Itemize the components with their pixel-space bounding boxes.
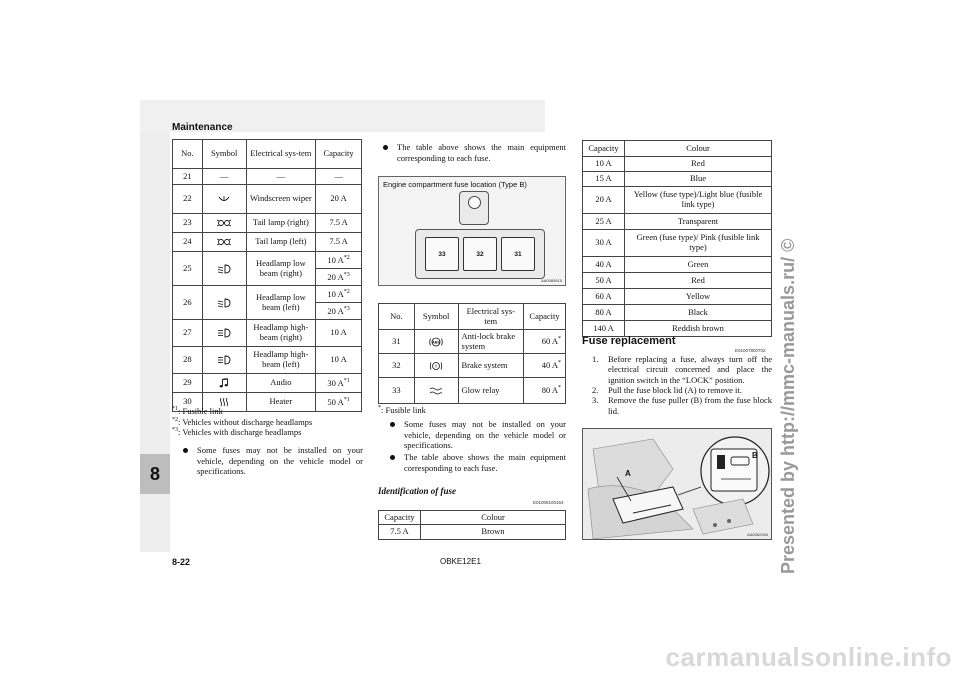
cell-colour: Brown xyxy=(421,525,566,540)
cell-capacity: 140 A xyxy=(583,321,625,337)
table-row xyxy=(583,305,772,321)
cell-capacity xyxy=(316,269,362,286)
footnote-mark: * xyxy=(558,360,561,367)
footnote-mark: *3 xyxy=(343,271,350,278)
col-header-capacity: Capacity xyxy=(316,140,362,169)
cell-capacity xyxy=(316,252,362,269)
step-number: 2. xyxy=(592,385,599,396)
windscreen-wiper-icon xyxy=(202,185,246,214)
section-code: E01008100164 xyxy=(533,500,564,505)
cell-system: Audio xyxy=(246,374,316,393)
table-row xyxy=(379,378,566,404)
section-code: E01007800702 xyxy=(735,348,766,353)
cell-capacity: 10 A xyxy=(316,320,362,347)
footnote-mark: *2 xyxy=(172,416,178,423)
footnote-text: : Fusible link xyxy=(178,406,223,416)
footnote-mark: *2 xyxy=(343,288,350,295)
cell-capacity: 30 A xyxy=(583,230,625,257)
bullet-note xyxy=(390,452,566,473)
fuse-table-1 xyxy=(172,139,362,412)
capacity-value: 20 A xyxy=(327,305,344,316)
footnote-mark: * xyxy=(378,405,381,412)
document-code: OBKE12E1 xyxy=(440,557,481,566)
cell-system: — xyxy=(246,169,316,185)
cell-system: Headlamp high-beam (right) xyxy=(246,320,316,347)
fuse-33: 33 xyxy=(425,237,459,271)
table-row xyxy=(173,185,362,214)
cell-no: 30 xyxy=(173,393,203,412)
cell-no: 25 xyxy=(173,252,203,286)
cell-system: Tail lamp (right) xyxy=(246,214,316,233)
footnotes-2 xyxy=(378,405,426,416)
col-header-system: Electrical sys-tem xyxy=(458,304,524,330)
fuse-block-drawing xyxy=(583,429,772,540)
table-row xyxy=(379,525,566,540)
col-header-symbol: Symbol xyxy=(414,304,458,330)
footnote-text: : Vehicles with discharge headlamps xyxy=(178,427,302,438)
bullet-note xyxy=(383,142,566,163)
col-header-capacity: Capacity xyxy=(379,511,421,525)
capacity-value: 20 A xyxy=(327,271,344,282)
table-row xyxy=(379,330,566,354)
fuse-colour-table-1 xyxy=(378,510,566,540)
footnote-text: : Fusible link xyxy=(381,405,426,415)
cell-capacity xyxy=(524,378,566,404)
capacity-value: 60 A xyxy=(541,336,558,347)
cell-system: Glow relay xyxy=(458,378,524,404)
bullet-note xyxy=(183,445,363,477)
table-row xyxy=(173,286,362,303)
side-source-text: Presented by http://mmc-manuals.ru/ © xyxy=(778,238,798,574)
cell-system: Tail lamp (left) xyxy=(246,233,316,252)
footnote-text: : Vehicles without discharge headlamps xyxy=(178,416,313,427)
cell-capacity: 40 A xyxy=(583,257,625,273)
figure-id: AA0089515 xyxy=(541,278,562,283)
headlamp-low-icon xyxy=(202,286,246,320)
table-row xyxy=(583,214,772,230)
cell-no: 29 xyxy=(173,374,203,393)
svg-text:!: ! xyxy=(435,363,437,368)
col-header-no: No. xyxy=(173,140,203,169)
cell-system: Brake system xyxy=(458,354,524,378)
fuse-31: 31 xyxy=(501,237,535,271)
step-item xyxy=(592,385,772,395)
cell-system: Windscreen wiper xyxy=(246,185,316,214)
bullet-icon xyxy=(390,422,395,427)
footnote-mark: *3 xyxy=(343,305,350,312)
table-row xyxy=(583,273,772,289)
cell-no: 32 xyxy=(379,354,415,378)
col-header-capacity: Capacity xyxy=(524,304,566,330)
cell-system: Heater xyxy=(246,393,316,412)
cell-colour: Yellow xyxy=(625,289,772,305)
tail-lamp-icon xyxy=(202,214,246,233)
step-item xyxy=(592,395,772,416)
cell-capacity: 7.5 A xyxy=(379,525,421,540)
bullet-icon xyxy=(183,448,188,453)
cell-no: 31 xyxy=(379,330,415,354)
cell-colour: Red xyxy=(625,273,772,289)
cell-symbol: — xyxy=(202,169,246,185)
cell-capacity xyxy=(524,354,566,378)
col-header-colour: Colour xyxy=(625,141,772,157)
bullet-text: The table above shows the main equipment corresponding to each fuse. xyxy=(404,452,566,473)
headlamp-low-icon xyxy=(202,252,246,286)
col-header-no: No. xyxy=(379,304,415,330)
cell-capacity xyxy=(316,286,362,303)
section-title: Fuse replacement xyxy=(582,335,676,347)
cell-capacity: 15 A xyxy=(583,172,625,187)
step-number: 1. xyxy=(592,354,599,364)
cell-colour: Blue xyxy=(625,172,772,187)
fuse-box-circle xyxy=(468,196,481,209)
footnote xyxy=(172,406,364,417)
site-watermark: carmanualsonline.info xyxy=(665,642,952,672)
footnotes-1 xyxy=(172,406,364,438)
fuse-32: 32 xyxy=(463,237,497,271)
cell-capacity xyxy=(524,330,566,354)
step-item xyxy=(592,354,772,385)
bullet-text: The table above shows the main equipment corresponding to each fuse. xyxy=(397,142,566,163)
footnote xyxy=(172,427,364,438)
fuse-table-2 xyxy=(378,303,566,404)
cell-no: 22 xyxy=(173,185,203,214)
headlamp-high-icon xyxy=(202,320,246,347)
cell-capacity xyxy=(316,303,362,320)
col-header-symbol: Symbol xyxy=(202,140,246,169)
audio-icon xyxy=(202,374,246,393)
cell-no: 26 xyxy=(173,286,203,320)
svg-text:ABS: ABS xyxy=(432,339,440,344)
capacity-value: 80 A xyxy=(541,385,558,396)
cell-capacity: 7.5 A xyxy=(316,214,362,233)
footnote xyxy=(172,417,364,428)
table-row xyxy=(583,187,772,214)
footnote-mark: *1 xyxy=(343,396,350,403)
brake-icon xyxy=(414,354,458,378)
cell-capacity: 7.5 A xyxy=(316,233,362,252)
cell-system: Anti-lock brake system xyxy=(458,330,524,354)
cell-capacity: 60 A xyxy=(583,289,625,305)
bullet-text: Some fuses may not be installed on your vehicle, depending on the vehicle model or specifications. xyxy=(197,445,363,477)
cell-colour: Yellow (fuse type)/Light blue (fusible link type) xyxy=(625,187,772,214)
cell-capacity: 10 A xyxy=(316,347,362,374)
figure-id: AA0062345 xyxy=(747,532,768,537)
cell-capacity: 20 A xyxy=(583,187,625,214)
callout-label-a: A xyxy=(625,469,631,478)
table-row xyxy=(173,233,362,252)
table-row xyxy=(173,347,362,374)
col-header-colour: Colour xyxy=(421,511,566,525)
cell-system: Headlamp high-beam (left) xyxy=(246,347,316,374)
footnote-mark: * xyxy=(558,336,561,343)
table-row xyxy=(173,320,362,347)
table-row xyxy=(583,230,772,257)
capacity-value: 10 A xyxy=(327,254,344,265)
table-row xyxy=(583,172,772,187)
table-row xyxy=(173,214,362,233)
page-number: 8-22 xyxy=(172,557,191,567)
abs-icon xyxy=(414,330,458,354)
table-row xyxy=(583,289,772,305)
step-number: 3. xyxy=(592,395,599,406)
glow-plug-icon xyxy=(414,378,458,404)
fuse-location-figure xyxy=(378,176,566,286)
bullet-text: Some fuses may not be installed on your vehicle, depending on the vehicle model or specifications. xyxy=(404,419,566,451)
cell-capacity: 25 A xyxy=(583,214,625,230)
footnote-mark: *1 xyxy=(172,406,178,413)
col-header-system: Electrical sys-tem xyxy=(246,140,316,169)
cell-colour: Green xyxy=(625,257,772,273)
col-header-capacity: Capacity xyxy=(583,141,625,157)
cell-capacity: 80 A xyxy=(583,305,625,321)
callout-label-b: B xyxy=(752,451,758,460)
capacity-value: 30 A xyxy=(327,377,344,388)
bullet-note xyxy=(390,419,566,451)
table-row xyxy=(583,157,772,172)
cell-capacity: 20 A xyxy=(316,185,362,214)
replacement-steps xyxy=(592,354,772,416)
page-header-title: Maintenance xyxy=(172,122,233,133)
footnote-mark: *1 xyxy=(343,377,350,384)
cell-colour: Red xyxy=(625,157,772,172)
cell-capacity xyxy=(316,374,362,393)
fuse-box-top xyxy=(459,191,489,225)
table-row xyxy=(173,169,362,185)
cell-colour: Transparent xyxy=(625,214,772,230)
fuse-colour-table-2 xyxy=(582,140,772,337)
capacity-value: 10 A xyxy=(327,288,344,299)
table-row xyxy=(173,374,362,393)
figure-caption: Engine compartment fuse location (Type B) xyxy=(383,180,527,189)
footnote-mark: *3 xyxy=(172,427,178,434)
footnote-mark: *2 xyxy=(343,254,350,261)
capacity-value: 50 A xyxy=(327,396,344,407)
bullet-icon xyxy=(390,455,395,460)
cell-system: Headlamp low beam (left) xyxy=(246,286,316,320)
cell-colour: Green (fuse type)/ Pink (fusible link type) xyxy=(625,230,772,257)
cell-capacity: 10 A xyxy=(583,157,625,172)
cell-colour: Reddish brown xyxy=(625,321,772,337)
cell-no: 33 xyxy=(379,378,415,404)
cell-colour: Black xyxy=(625,305,772,321)
step-text: Pull the fuse block lid (A) to remove it. xyxy=(608,385,742,396)
cell-no: 24 xyxy=(173,233,203,252)
cell-no: 27 xyxy=(173,320,203,347)
table-row xyxy=(583,257,772,273)
capacity-value: 40 A xyxy=(541,360,558,371)
chapter-tab: 8 xyxy=(140,454,170,494)
table-row xyxy=(379,354,566,378)
cell-no: 28 xyxy=(173,347,203,374)
headlamp-high-icon xyxy=(202,347,246,374)
table-row xyxy=(173,252,362,269)
footnote-mark: * xyxy=(558,385,561,392)
cell-capacity: — xyxy=(316,169,362,185)
section-subheading: Identification of fuse xyxy=(378,486,456,496)
cell-capacity: 50 A xyxy=(583,273,625,289)
cell-no: 23 xyxy=(173,214,203,233)
cell-system: Headlamp low beam (right) xyxy=(246,252,316,286)
cell-no: 21 xyxy=(173,169,203,185)
tail-lamp-icon xyxy=(202,233,246,252)
step-text: Remove the fuse puller (B) from the fuse block lid. xyxy=(608,395,772,416)
step-text: Before replacing a fuse, always turn off the electrical circuit concerned and place the ignition switch in the “LOCK” position. xyxy=(608,354,772,385)
bullet-icon xyxy=(383,145,388,150)
fuse-block-illustration xyxy=(582,428,772,540)
